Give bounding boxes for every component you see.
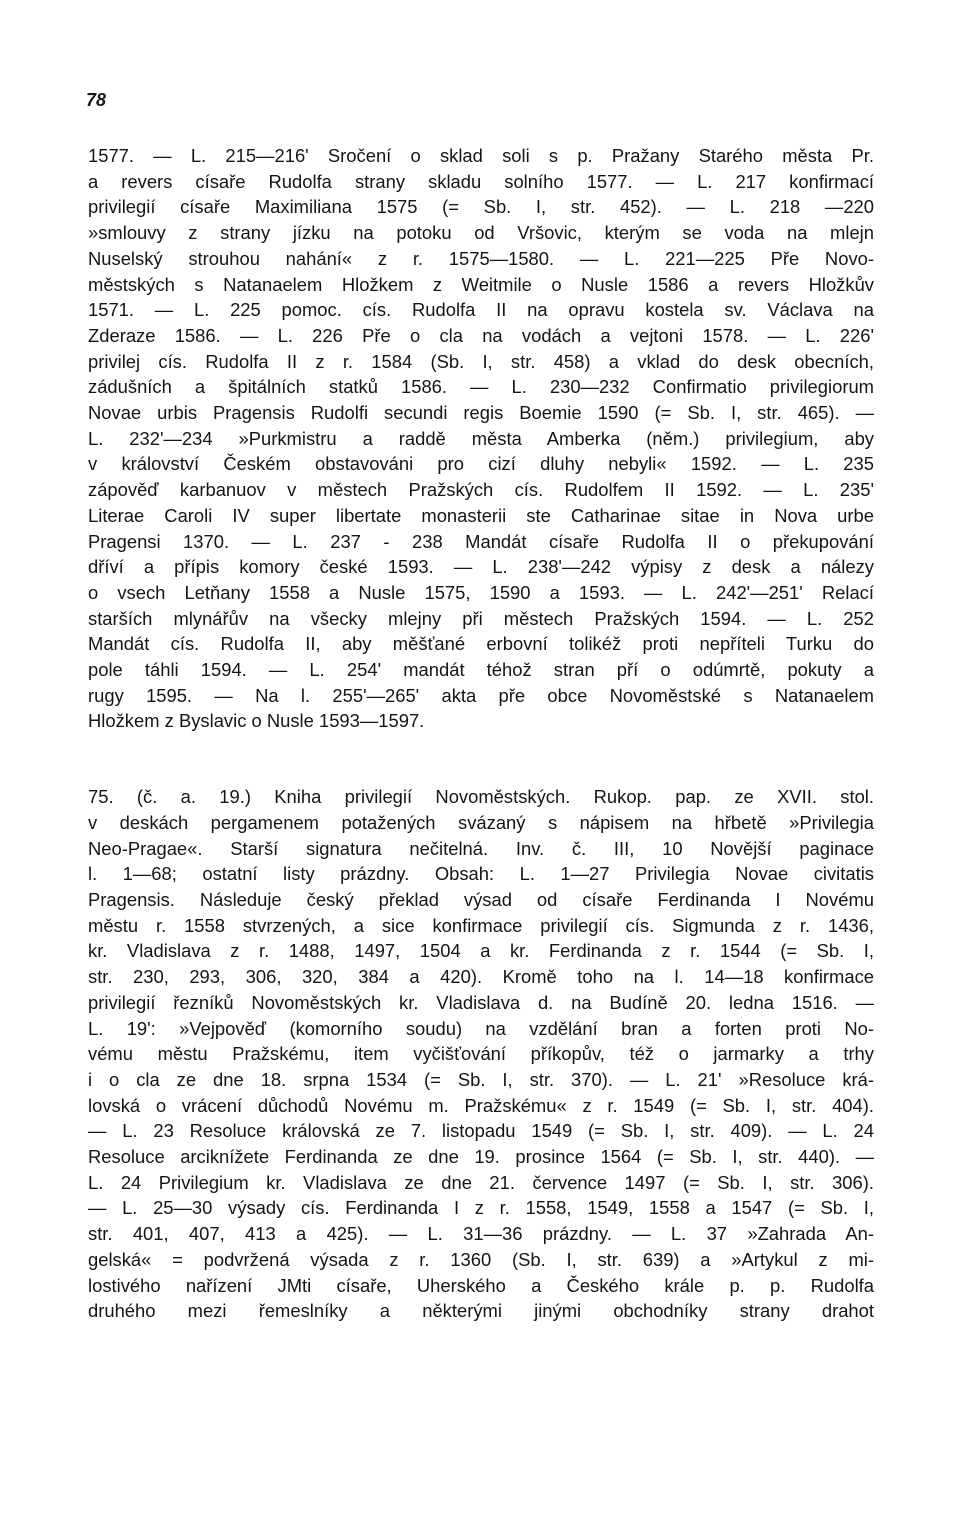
text-line: lovská o vrácení důchodů Novému m. Pražskému« z r. 1549 (= Sb. I, str. 404).	[88, 1094, 874, 1116]
text-line: 1577. — L. 215—216' Sročení o sklad soli s p. Pražany Starého města Pr.	[88, 145, 874, 166]
text-line: v deskách pergamenem potažených svázaný s nápisem na hřbetě »Privilegia	[88, 811, 874, 833]
text-line: kr. Vladislava z r. 1488, 1497, 1504 a kr. Ferdinanda z r. 1544 (= Sb. I,	[88, 940, 874, 962]
text-line: lostivého nařízení JMti císaře, Uherského a Českého krále p. p. Rudolfa	[88, 1274, 874, 1296]
section-75-entry	[88, 784, 874, 1324]
text-line: Nuselský strouhou nahání« z r. 1575—1580. — L. 221—225 Pře Novo-	[88, 247, 874, 269]
text-line: městských s Natanaelem Hložkem z Weitmile o Nusle 1586 a revers Hložkův	[88, 273, 874, 295]
text-line: L. 19': »Vejpověď (komorního soudu) na vzdělání bran a forten proti No-	[88, 1017, 874, 1039]
text-line: starších mlynářův na všecky mlejny při městech Pražských 1594. — L. 252	[88, 607, 874, 629]
text-line: 75. (č. a. 19.) Kniha privilegií Novoměstských. Rukop. pap. ze XVII. stol.	[88, 786, 874, 808]
text-line: L. 232'—234 »Purkmistru a raddě města Amberka (něm.) privilegium, aby	[88, 427, 874, 449]
text-line: privilej cís. Rudolfa II z r. 1584 (Sb. I, str. 458) a vklad do desk obecních,	[88, 350, 874, 372]
page-number: 78	[86, 90, 107, 110]
text-line: zápověď karbanuov v městech Pražských cís. Rudolfem II 1592. — L. 235'	[88, 479, 874, 501]
text-line: pole táhli 1594. — L. 254' mandát téhož stran pří o odúmrtě, pokuty a	[88, 659, 874, 681]
text-line: Mandát cís. Rudolfa II, aby měšťané erbovní tolikéž proti nepříteli Turku do	[88, 633, 874, 655]
text-line: Hložkem z Byslavic o Nusle 1593—1597.	[88, 710, 425, 732]
text-line: l. 1—68; ostatní listy prázdny. Obsah: L. 1—27 Privilegia Novae civitatis	[88, 863, 874, 885]
text-line: vému městu Pražskému, item vyčišťování příkopův, též o jarmarky a trhy	[88, 1043, 874, 1065]
paragraph-gap	[88, 734, 874, 784]
text-line: i o cla ze dne 18. srpna 1534 (= Sb. I, str. 370). — L. 21' »Resoluce krá-	[88, 1068, 874, 1090]
text-line: městu r. 1558 stvrzených, a sice konfirmace privilegií cís. Sigmunda z r. 1436,	[88, 914, 874, 936]
text-line: Literae Caroli IV super libertate monasterii ste Catharinae sitae in Nova urbe	[88, 504, 874, 526]
text-line: — L. 25—30 výsady cís. Ferdinanda I z r. 1558, 1549, 1558 a 1547 (= Sb. I,	[88, 1197, 874, 1219]
text-line: rugy 1595. — Na l. 255'—265' akta pře obce Novoměstské s Natanaelem	[88, 684, 874, 706]
text-line: v království Českém obstavováni pro cizí dluhy nebyli« 1592. — L. 235	[88, 453, 874, 475]
section-74-continuation	[88, 143, 874, 734]
body-text	[88, 143, 874, 1324]
text-line: »smlouvy z strany jízku na potoku od Vršovic, kterým se voda na mlejn	[88, 222, 874, 244]
text-line: druhého mezi řemeslníky a některými jinými obchodníky strany drahot	[88, 1300, 874, 1322]
text-line: — L. 23 Resoluce královská ze 7. listopadu 1549 (= Sb. I, str. 409). — L. 24	[88, 1120, 874, 1142]
text-line: Resoluce arciknížete Ferdinanda ze dne 19. prosince 1564 (= Sb. I, str. 440). —	[88, 1146, 874, 1168]
text-line: o vsech Letňany 1558 a Nusle 1575, 1590 a 1593. — L. 242'—251' Relací	[88, 581, 874, 603]
text-line: zádušních a špitálních statků 1586. — L. 230—232 Confirmatio privilegiorum	[88, 376, 874, 398]
text-line: Pragensis. Následuje český překlad výsad od císaře Ferdinanda I Novému	[88, 888, 874, 910]
text-line: a revers císaře Rudolfa strany skladu solního 1577. — L. 217 konfirmací	[88, 170, 874, 192]
text-line: gelská« = podvržená výsada z r. 1360 (Sb. I, str. 639) a »Artykul z mi-	[88, 1248, 874, 1270]
text-line: Zderaze 1586. — L. 226 Pře o cla na vodách a vejtoni 1578. — L. 226'	[88, 324, 874, 346]
text-line: Pragensi 1370. — L. 237 - 238 Mandát císaře Rudolfa II o překupování	[88, 530, 874, 552]
text-line: Novae urbis Pragensis Rudolfi secundi regis Boemie 1590 (= Sb. I, str. 465). —	[88, 402, 874, 424]
text-line: L. 24 Privilegium kr. Vladislava ze dne 21. července 1497 (= Sb. I, str. 306).	[88, 1171, 874, 1193]
text-line: Neo-Pragae«. Starší signatura nečitelná. Inv. č. III, 10 Novější paginace	[88, 837, 874, 859]
text-line: str. 401, 407, 413 a 425). — L. 31—36 prázdny. — L. 37 »Zahrada An-	[88, 1223, 874, 1245]
text-line: str. 230, 293, 306, 320, 384 a 420). Kromě toho na l. 14—18 konfirmace	[88, 966, 874, 988]
text-line: privilegií císaře Maximiliana 1575 (= Sb. I, str. 452). — L. 218 —220	[88, 196, 874, 218]
text-line: dříví a přípis komory české 1593. — L. 238'—242 výpisy z desk a nálezy	[88, 556, 874, 578]
text-line: privilegií řezníků Novoměstských kr. Vladislava d. na Budíně 20. ledna 1516. —	[88, 991, 874, 1013]
text-line: 1571. — L. 225 pomoc. cís. Rudolfa II na opravu kostela sv. Václava na	[88, 299, 874, 321]
